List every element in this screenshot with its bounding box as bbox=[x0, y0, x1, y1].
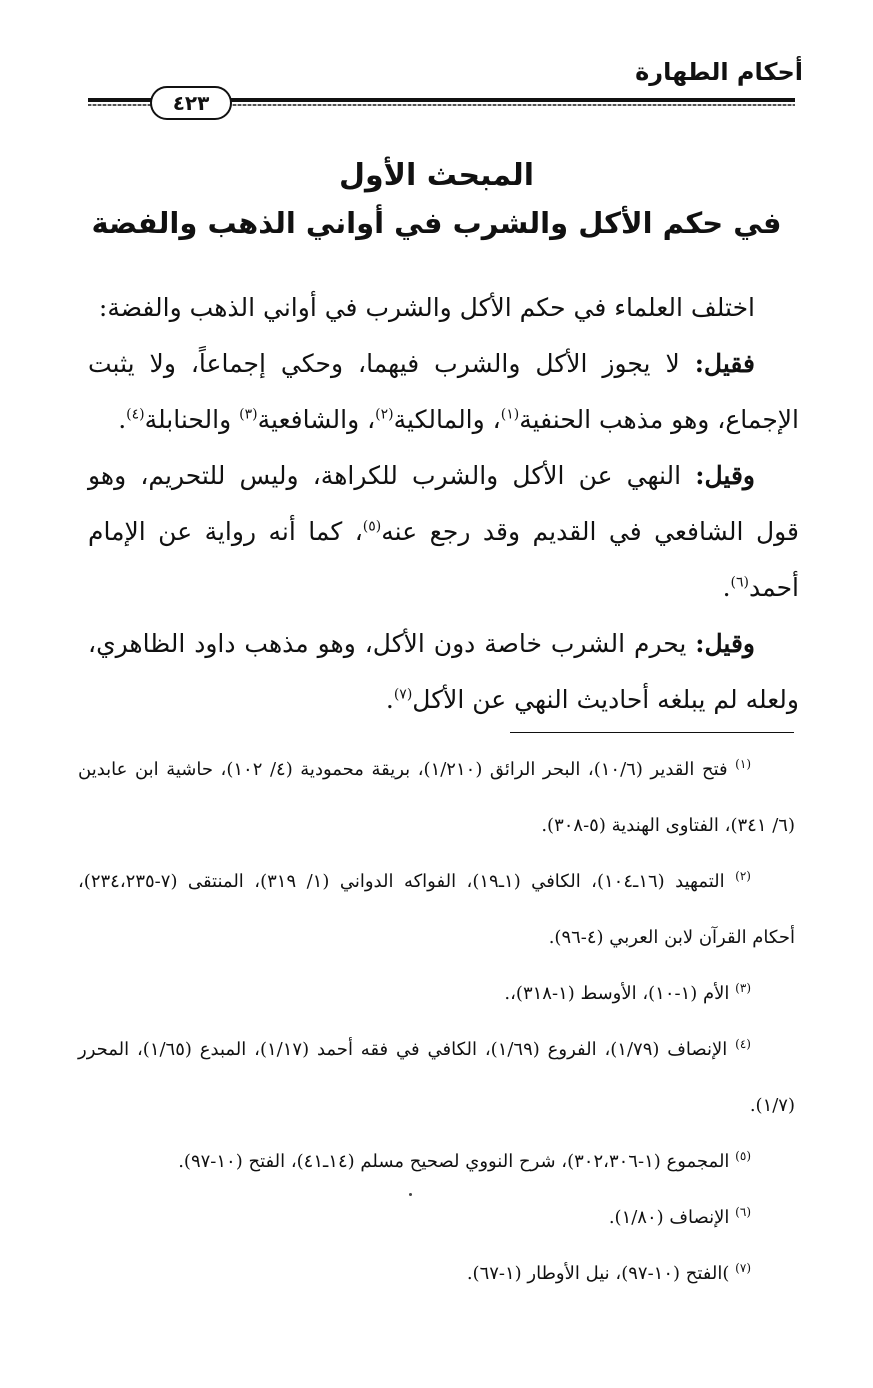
footnote-ref[interactable]: (٣) bbox=[239, 406, 258, 423]
footnote-mark: (٦) bbox=[735, 1205, 751, 1219]
footnote-item bbox=[78, 1022, 795, 1134]
footnote-item bbox=[78, 966, 795, 1022]
opinion-text: لا يجوز الأكل والشرب فيهما، وحكي إجماعاً، ولا يثبت الإجماع، وهو مذهب الحنفية bbox=[88, 349, 799, 434]
opinion-text: ، والشافعية bbox=[257, 405, 376, 434]
footnote-item bbox=[78, 854, 795, 966]
opinion-text: . bbox=[385, 685, 394, 714]
footnote-text: المجموع (١-٣٠٢،٣٠٦)، شرح النووي لصحيح مسلم (١٤ـ٤١)، الفتح (١٠-٩٧). bbox=[178, 1151, 730, 1172]
footnote-item bbox=[78, 742, 795, 854]
opinion-lead: وقيل: bbox=[695, 461, 755, 490]
intro-paragraph: اختلف العلماء في حكم الأكل والشرب في أواني الذهب والفضة: bbox=[98, 293, 755, 322]
opinion-text: ، والمالكية bbox=[393, 405, 501, 434]
footnote-mark: (٢) bbox=[735, 869, 751, 883]
main-text bbox=[88, 280, 799, 728]
footnote-mark: (١) bbox=[735, 757, 751, 771]
opinion-text: . bbox=[722, 573, 731, 602]
footnote-ref[interactable]: (٧) bbox=[393, 686, 413, 703]
footnote-item bbox=[78, 1134, 795, 1190]
opinion-text: والحنابلة bbox=[144, 405, 240, 434]
print-speck bbox=[409, 1193, 412, 1196]
topic-heading: في حكم الأكل والشرب في أواني الذهب والفضة bbox=[91, 206, 782, 240]
section-heading: المبحث الأول bbox=[338, 158, 535, 193]
footnote-item bbox=[78, 1246, 795, 1302]
footnote-ref[interactable]: (١) bbox=[500, 406, 520, 423]
footnote-text: التمهيد (١٦ـ١٠٤)، الكافي (١ـ١٩)، الفواكه الدواني (١/ ٣١٩)، المنتقى (٧-٢٣٤،٢٣٥)، أحكام القرآن لابن العربي (٤-٩٦). bbox=[78, 871, 795, 948]
footnote-ref[interactable]: (٢) bbox=[375, 406, 394, 423]
opinion-text: يحرم الشرب خاصة دون الأكل، وهو مذهب داود الظاهري، ولعله لم يبلغه أحاديث النهي عن الأكل bbox=[88, 629, 799, 714]
opinion-paragraph-3 bbox=[88, 616, 799, 728]
opinion-text: النهي عن الأكل والشرب للكراهة، وليس للتحريم، وهو قول الشافعي في القديم وقد رجع عنه bbox=[88, 461, 799, 546]
footnote-mark: (٣) bbox=[735, 981, 751, 995]
page-number: ٤٢٣ bbox=[150, 86, 232, 120]
footnotes bbox=[78, 742, 795, 1302]
footnote-ref[interactable]: (٥) bbox=[362, 518, 382, 535]
opinion-text: . bbox=[118, 405, 127, 434]
opinion-paragraph-1 bbox=[88, 336, 799, 448]
opinion-text: ، كما أنه رواية عن الإمام أحمد bbox=[88, 517, 799, 602]
footnote-mark: (٧) bbox=[735, 1261, 751, 1275]
opinion-paragraph-2 bbox=[88, 448, 799, 616]
footnote-text: الإنصاف (١/٨٠). bbox=[608, 1207, 730, 1228]
opinion-lead: وقيل: bbox=[695, 629, 755, 658]
opinion-lead: فقيل: bbox=[694, 349, 755, 378]
footnote-text: الإنصاف (١/٧٩)، الفروع (١/٦٩)، الكافي في فقه أحمد (١/١٧)، المبدع (١/٦٥)، المحرر (١/٧). bbox=[78, 1039, 795, 1116]
footnote-mark: (٤) bbox=[735, 1037, 751, 1051]
footnote-text: فتح القدير (١٠/٦)، البحر الرائق (١/٢١٠)، بريقة محمودية (٤/ ١٠٢)، حاشية ابن عابدين (٦/ ٣٤١)، الفتاوى الهندية (٥-٣٠٨). bbox=[78, 759, 795, 836]
footnote-ref[interactable]: (٦) bbox=[730, 574, 750, 591]
footnote-ref[interactable]: (٤) bbox=[126, 406, 145, 423]
footnote-item bbox=[78, 1190, 795, 1246]
footnote-text: )الفتح (١٠-٩٧)، نيل الأوطار (١-٦٧). bbox=[466, 1263, 730, 1284]
footnote-mark: (٥) bbox=[735, 1149, 751, 1163]
footnote-separator bbox=[510, 732, 794, 733]
footnote-text: الأم (١-١٠)، الأوسط (١-٣١٨)،. bbox=[504, 983, 730, 1004]
running-title: أحكام الطهارة bbox=[635, 58, 803, 86]
